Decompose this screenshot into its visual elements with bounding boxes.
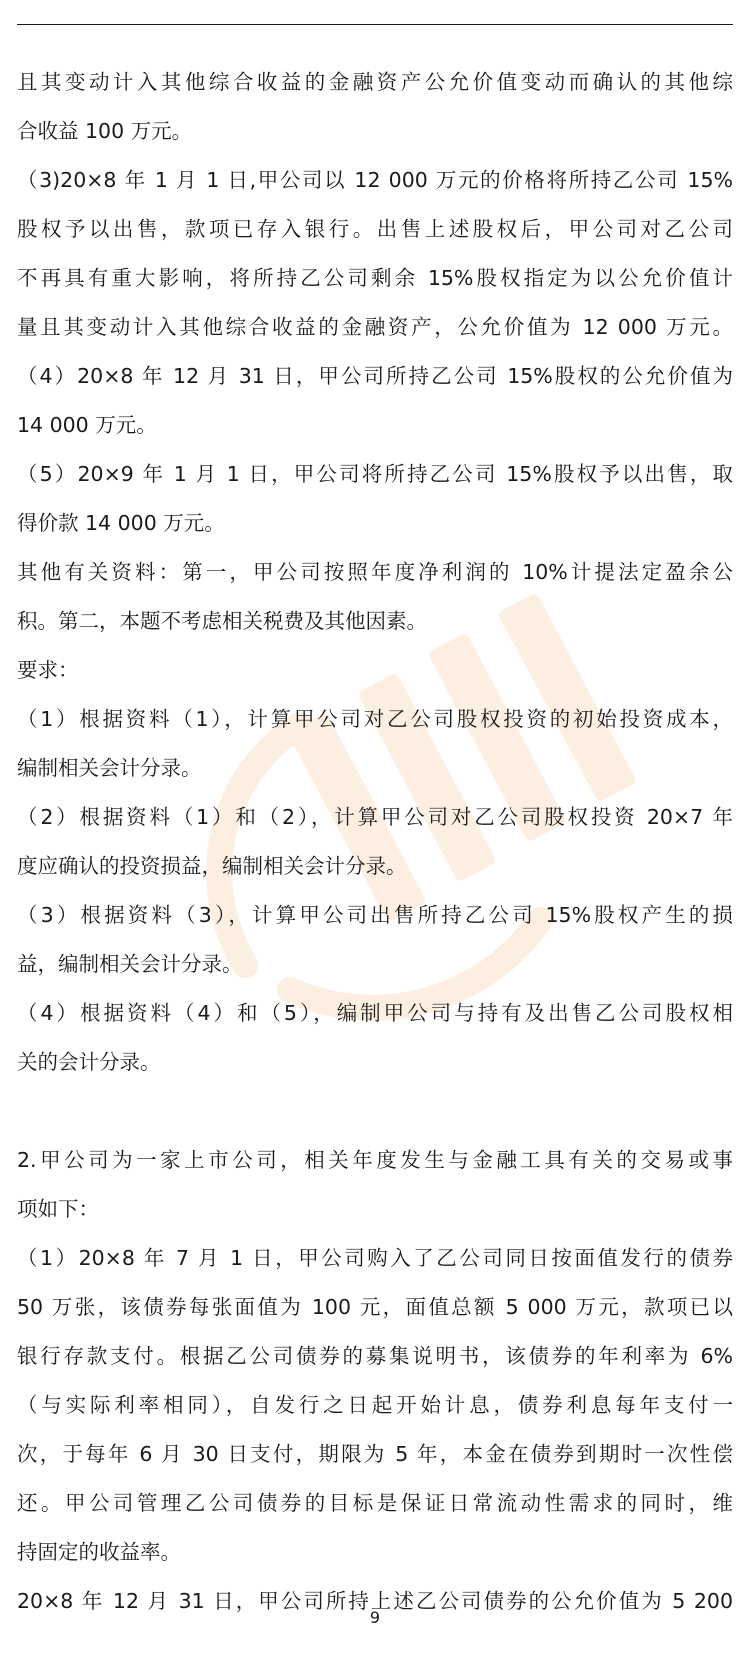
text-line: 银行存款支付。根据乙公司债券的募集说明书，该债券的年利率为 6% (17, 1344, 733, 1368)
text-line: （3)20×8 年 1 月 1 日,甲公司以 12 000 万元的价格将所持乙公司 15% (17, 168, 733, 192)
text-line: （1）根据资料（1），计算甲公司对乙公司股权投资的初始投资成本， (17, 707, 733, 731)
text-line: 量且其变动计入其他综合收益的金融资产，公允价值为 12 000 万元。 (17, 315, 733, 339)
text-line: 要求： (17, 658, 79, 682)
text-line: （4）20×8 年 12 月 31 日，甲公司所持乙公司 15%股权的公允价值为 (17, 364, 733, 388)
text-line: 不再具有重大影响，将所持乙公司剩余 15%股权指定为以公允价值计 (17, 266, 733, 290)
text-line: （2）根据资料（1）和（2），计算甲公司对乙公司股权投资 20×7 年 (17, 805, 733, 829)
text-line: 20×8 年 12 月 31 日，甲公司所持上述乙公司债券的公允价值为 5 200 (17, 1589, 733, 1613)
header-rule (17, 24, 733, 25)
text-line: 关的会计分录。 (17, 1050, 161, 1074)
text-line: 14 000 万元。 (17, 413, 157, 437)
text-line: 项如下： (17, 1197, 99, 1221)
text-line: （4）根据资料（4）和（5），编制甲公司与持有及出售乙公司股权相 (17, 1001, 733, 1025)
text-line: 50 万张，该债券每张面值为 100 元，面值总额 5 000 万元，款项已以 (17, 1295, 733, 1319)
page-number: 9 (369, 1608, 381, 1627)
text-line: 其他有关资料：第一，甲公司按照年度净利润的 10%计提法定盈余公 (17, 560, 733, 584)
text-line: 持固定的收益率。 (17, 1540, 181, 1564)
text-line: 度应确认的投资损益，编制相关会计分录。 (17, 854, 407, 878)
text-line: 次，于每年 6 月 30 日支付，期限为 5 年，本金在债券到期时一次性偿 (17, 1442, 733, 1466)
document-body (17, 66, 733, 1634)
text-line: 且其变动计入其他综合收益的金融资产公允价值变动而确认的其他综 (17, 70, 733, 94)
text-line: （1）20×8 年 7 月 1 日，甲公司购入了乙公司同日按面值发行的债券 (17, 1246, 733, 1270)
text-line: 编制相关会计分录。 (17, 756, 202, 780)
text-line: 益，编制相关会计分录。 (17, 952, 243, 976)
text-line: 积。第二，本题不考虑相关税费及其他因素。 (17, 609, 427, 633)
text-line: （3）根据资料（3），计算甲公司出售所持乙公司 15%股权产生的损 (17, 903, 733, 927)
text-line: 得价款 14 000 万元。 (17, 511, 225, 535)
text-line: （5）20×9 年 1 月 1 日，甲公司将所持乙公司 15%股权予以出售，取 (17, 462, 733, 486)
text-line: 还。甲公司管理乙公司债券的目标是保证日常流动性需求的同时，维 (17, 1491, 733, 1515)
text-line: 股权予以出售，款项已存入银行。出售上述股权后，甲公司对乙公司 (17, 217, 733, 241)
paragraph-gap (17, 1095, 733, 1144)
text-line: 2.甲公司为一家上市公司，相关年度发生与金融工具有关的交易或事 (17, 1148, 733, 1172)
text-line: 合收益 100 万元。 (17, 119, 193, 143)
text-line: （与实际利率相同），自发行之日起开始计息，债券利息每年支付一 (17, 1393, 733, 1417)
